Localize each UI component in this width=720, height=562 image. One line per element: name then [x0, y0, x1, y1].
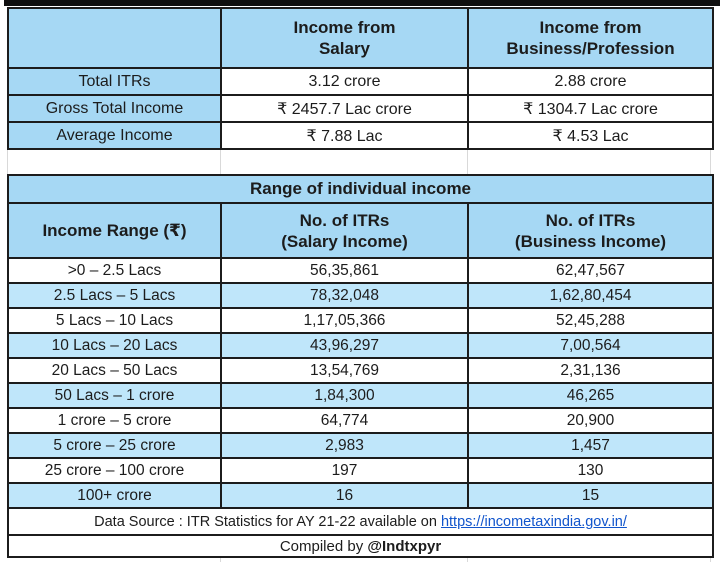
compiled-text: Compiled by [279, 537, 364, 555]
table-row [8, 122, 713, 149]
salary-value: ₹ 2457.7 Lac crore [221, 95, 468, 122]
data-source-row [8, 508, 713, 535]
income-range-table [7, 174, 714, 558]
salary-itrs-cell: 78,32,048 [221, 283, 468, 308]
income-range-cell: 20 Lacs – 50 Lacs [8, 358, 221, 383]
business-itrs-cell: 1,62,80,454 [468, 283, 713, 308]
salary-itrs-cell: 56,35,861 [221, 258, 468, 283]
table-row [8, 408, 713, 433]
salary-itrs-cell: 197 [221, 458, 468, 483]
salary-itrs-cell: 1,17,05,366 [221, 308, 468, 333]
header-line: Income from [539, 18, 642, 37]
salary-itrs-cell: 2,983 [221, 433, 468, 458]
business-itrs-cell: 15 [468, 483, 713, 508]
business-value: 2.88 crore [468, 68, 713, 95]
column-header-itrs-business [468, 203, 713, 258]
income-range-cell: 2.5 Lacs – 5 Lacs [8, 283, 221, 308]
column-header-business [468, 8, 713, 68]
table-row [8, 258, 713, 283]
blank-corner-cell [8, 8, 221, 68]
income-range-cell: 5 Lacs – 10 Lacs [8, 308, 221, 333]
gridline-stub [710, 148, 711, 174]
business-itrs-cell: 20,900 [468, 408, 713, 433]
income-range-cell: >0 – 2.5 Lacs [8, 258, 221, 283]
header-line: (Business Income) [514, 231, 667, 251]
salary-itrs-cell: 64,774 [221, 408, 468, 433]
business-itrs-cell: 52,45,288 [468, 308, 713, 333]
compiled-row [8, 535, 713, 557]
business-value: ₹ 4.53 Lac [468, 122, 713, 149]
salary-value: 3.12 crore [221, 68, 468, 95]
summary-table [7, 7, 714, 150]
header-line: No. of ITRs [299, 210, 390, 230]
gridline-stub [220, 148, 221, 174]
business-itrs-cell: 2,31,136 [468, 358, 713, 383]
table-row [8, 68, 713, 95]
income-range-cell: 100+ crore [8, 483, 221, 508]
business-itrs-cell: 1,457 [468, 433, 713, 458]
row-label: Total ITRs [8, 68, 221, 95]
income-range-cell: 10 Lacs – 20 Lacs [8, 333, 221, 358]
business-itrs-cell: 46,265 [468, 383, 713, 408]
header-line: No. of ITRs [545, 210, 636, 230]
table-row [8, 283, 713, 308]
data-source-link[interactable]: https://incometaxindia.gov.in/ [440, 513, 627, 530]
row-label: Gross Total Income [8, 95, 221, 122]
table-row [8, 333, 713, 358]
compiled-handle: @Indtxpyr [367, 537, 442, 555]
header-line: Income Range (₹) [42, 221, 187, 240]
income-range-cell: 5 crore – 25 crore [8, 433, 221, 458]
table-row [8, 458, 713, 483]
gridline-stub [467, 148, 468, 174]
gridline-stub [7, 148, 8, 174]
income-range-cell: 25 crore – 100 crore [8, 458, 221, 483]
table-title: Range of individual income [8, 175, 713, 203]
table-row [8, 383, 713, 408]
business-itrs-cell: 130 [468, 458, 713, 483]
column-header-salary [221, 8, 468, 68]
table-row [8, 358, 713, 383]
salary-itrs-cell: 16 [221, 483, 468, 508]
column-header-income-range [8, 203, 221, 258]
column-header-itrs-salary [221, 203, 468, 258]
header-line: Salary [318, 39, 371, 58]
business-itrs-cell: 62,47,567 [468, 258, 713, 283]
data-source-text: Data Source : ITR Statistics for AY 21-22 available on [94, 513, 437, 530]
table-row [8, 433, 713, 458]
row-label: Average Income [8, 122, 221, 149]
table-row [8, 308, 713, 333]
business-itrs-cell: 7,00,564 [468, 333, 713, 358]
table-row [8, 95, 713, 122]
business-value: ₹ 1304.7 Lac crore [468, 95, 713, 122]
header-line: Business/Profession [506, 39, 675, 58]
table-row [8, 483, 713, 508]
header-line: Income from [293, 18, 396, 37]
header-line: (Salary Income) [281, 231, 408, 251]
income-range-cell: 50 Lacs – 1 crore [8, 383, 221, 408]
salary-itrs-cell: 1,84,300 [221, 383, 468, 408]
top-black-bar [4, 0, 720, 6]
salary-itrs-cell: 43,96,297 [221, 333, 468, 358]
income-range-cell: 1 crore – 5 crore [8, 408, 221, 433]
salary-itrs-cell: 13,54,769 [221, 358, 468, 383]
salary-value: ₹ 7.88 Lac [221, 122, 468, 149]
